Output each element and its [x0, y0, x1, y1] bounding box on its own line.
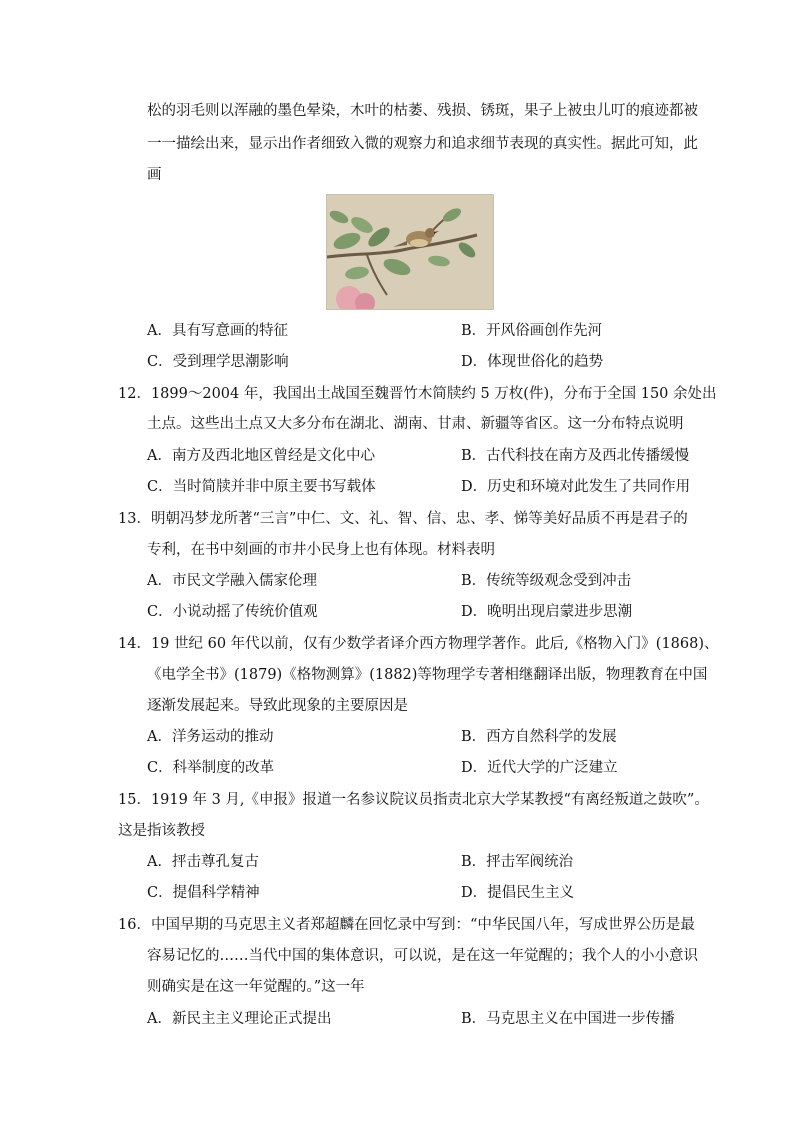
q13-option-b: B．传统等级观念受到冲击	[461, 573, 632, 589]
q13-option-d: D．晚明出现启蒙进步思潮	[461, 604, 633, 620]
q12-option-a: A．南方及西北地区曾经是文化中心	[147, 448, 375, 464]
q16-line-2: 容易记忆的……当代中国的集体意识，可以说，是在这一年觉醒的；我个人的小小意识	[147, 948, 698, 964]
painting-icon	[327, 195, 493, 309]
q15-line-2: 这是指该教授	[118, 823, 205, 839]
q11-line-3: 画	[147, 167, 162, 183]
q14-line-2: 《电学全书》(1879)《格物测算》(1882)等物理学专著相继翻译出版，物理教育在中国	[147, 667, 708, 683]
q14-option-b: B．西方自然科学的发展	[461, 729, 617, 745]
q15-option-d: D．提倡民生主义	[461, 885, 575, 901]
q15-line-1: 15．1919 年 3 月,《申报》报道一名参议院议员指责北京大学某教授“有离经叛道之鼓吹”。	[118, 792, 709, 808]
q15-option-a: A．抨击尊孔复古	[147, 854, 259, 870]
q16-option-a: A．新民主主义理论正式提出	[147, 1011, 332, 1027]
q13-line-2: 专利，在书中刻画的市井小民身上也有体现。材料表明	[147, 542, 495, 558]
q12-option-b: B．古代科技在南方及西北传播缓慢	[461, 448, 690, 464]
q11-option-a: A．具有写意画的特征	[147, 323, 288, 339]
q12-line-1: 12．1899～2004 年，我国出土战国至魏晋竹木简牍约 5 万枚(件)，分布于全国 150 余处出	[118, 386, 717, 402]
q11-line-1: 松的羽毛则以浑融的墨色晕染，木叶的枯萎、残损、锈斑，果子上被虫儿叮的痕迹都被	[147, 103, 698, 119]
q11-option-d: D．体现世俗化的趋势	[461, 354, 604, 370]
q11-option-c: C．受到理学思潮影响	[147, 354, 289, 370]
q14-option-c: C．科举制度的改革	[147, 760, 275, 776]
q14-line-3: 逐渐发展起来。导致此现象的主要原因是	[147, 698, 408, 714]
q11-option-b: B．开风俗画创作先河	[461, 323, 603, 339]
q16-line-3: 则确实是在这一年觉醒的。”这一年	[147, 979, 365, 995]
q15-option-b: B．抨击军阀统治	[461, 854, 574, 870]
q16-line-1: 16．中国早期的马克思主义者郑超麟在回忆录中写到：“中华民国八年，写成世界公历是最	[118, 917, 695, 933]
q12-option-d: D．历史和环境对此发生了共同作用	[461, 479, 691, 495]
q12-line-2: 土点。这些出土点又大多分布在湖北、湖南、甘肃、新疆等省区。这一分布特点说明	[147, 416, 684, 432]
q14-option-d: D．近代大学的广泛建立	[461, 760, 618, 776]
q13-line-1: 13．明朝冯梦龙所著“三言”中仁、文、礼、智、信、忠、孝、悌等美好品质不再是君子的	[118, 511, 688, 527]
q15-option-c: C．提倡科学精神	[147, 885, 260, 901]
q13-option-a: A．市民文学融入儒家伦理	[147, 573, 317, 589]
q14-option-a: A．洋务运动的推动	[147, 729, 274, 745]
q13-option-c: C．小说动摇了传统价值观	[147, 604, 318, 620]
q14-line-1: 14．19 世纪 60 年代以前，仅有少数学者译介西方物理学著作。此后,《格物入门》(1868)、	[118, 636, 719, 652]
q16-option-b: B．马克思主义在中国进一步传播	[461, 1011, 675, 1027]
bird-on-branch-painting	[326, 194, 494, 310]
q12-option-c: C．当时简牍并非中原主要书写载体	[147, 479, 376, 495]
q11-line-2: 一一描绘出来，显示出作者细致入微的观察力和追求细节表现的真实性。据此可知，此	[147, 136, 698, 152]
